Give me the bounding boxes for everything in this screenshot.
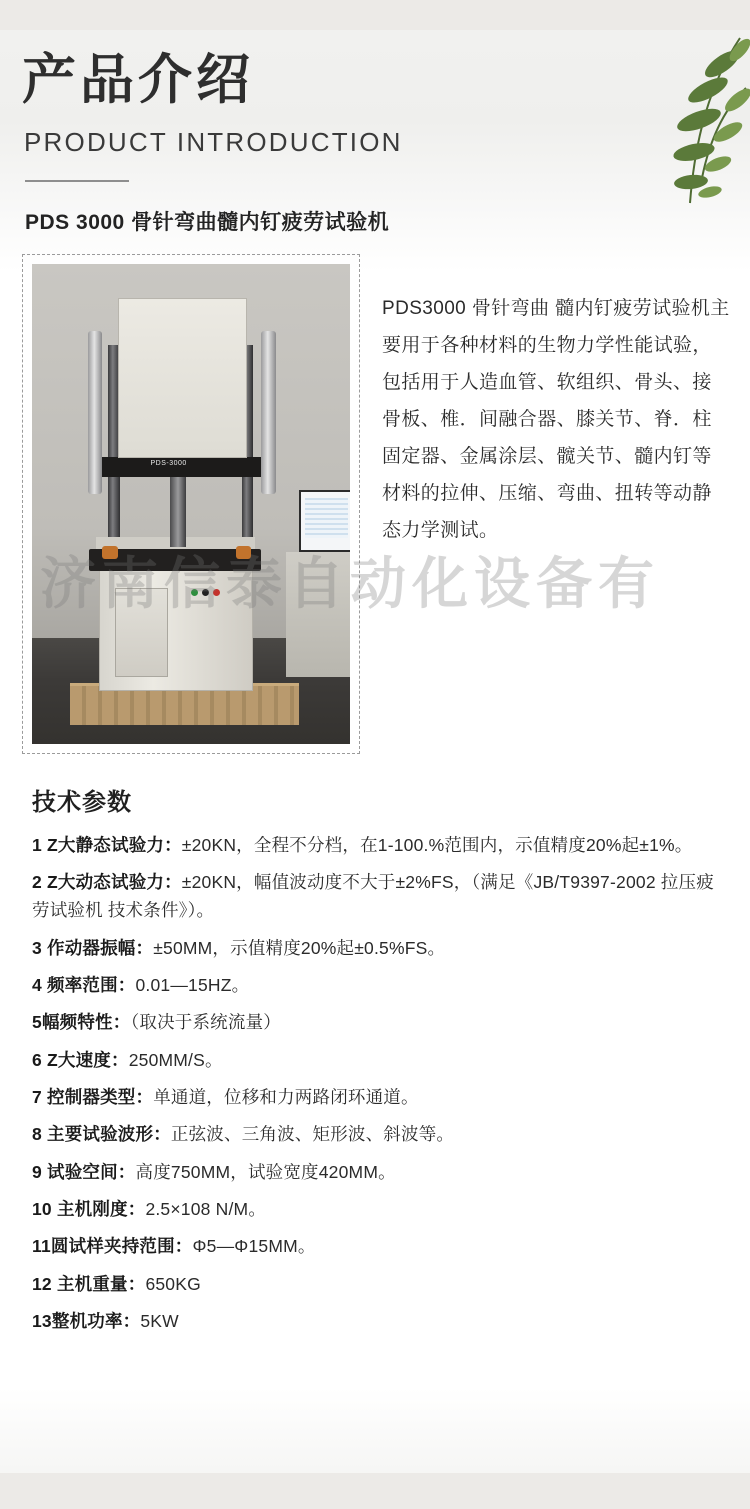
spec-item-label: 圆试样夹持范围： (50, 1236, 193, 1257)
spec-item (32, 1046, 724, 1074)
spec-item-number: 9 (32, 1161, 42, 1182)
intro-paragraph: PDS3000 骨针弯曲 髓内钉疲劳试验机主要用于各种材料的生物力学性能试验，包括用于人造血管、软组织、骨头、接骨板、椎．间融合器、膝关节、脊．柱固定器、金属涂层、髋关节、髓内钉等材料的拉伸、压缩、弯曲、扭转等动静态力学测试。 (382, 297, 730, 541)
spec-item (32, 831, 724, 859)
spec-item-label: Z大速度： (47, 1049, 129, 1070)
photo-side-desk (286, 552, 350, 677)
spec-item-number: 11 (32, 1236, 51, 1257)
spec-item-value: 单通道，位移和力两路闭环通道。 (153, 1087, 419, 1108)
specifications-section (0, 754, 750, 1336)
spec-item-number: 7 (32, 1087, 42, 1108)
spec-item-label: 试验空间： (47, 1161, 136, 1182)
photo-clamp-knob-right (236, 546, 252, 558)
product-photo-frame (22, 254, 360, 754)
spec-item-number: 5 (32, 1012, 42, 1033)
spec-item-value: 250MM/S。 (128, 1049, 223, 1070)
spec-item-value: 5KW (140, 1311, 179, 1332)
spec-item-number: 12 (32, 1273, 52, 1294)
spec-item (32, 934, 724, 962)
bottom-background-band (0, 1473, 750, 1509)
spec-item-value: （取决于系统流量） (130, 1012, 281, 1033)
spec-item-number: 8 (32, 1124, 42, 1145)
spec-item-number: 13 (32, 1311, 52, 1332)
spec-item (32, 1232, 724, 1260)
spec-item-number: 4 (32, 975, 42, 996)
spec-item (32, 1195, 724, 1223)
spec-item-label: Z大静态试验力： (47, 834, 182, 855)
photo-base-vent-panel (115, 588, 168, 676)
spec-item-label: 作动器振幅： (47, 937, 154, 958)
photo-specimen-grip (170, 475, 186, 547)
spec-item-label: 频率范围： (47, 975, 136, 996)
spec-item-number: 10 (32, 1199, 52, 1220)
spec-item-label: Z大动态试验力： (47, 872, 182, 893)
spec-item-label: 主机刚度： (56, 1199, 146, 1220)
product-photo (32, 264, 350, 744)
spec-item-value: 正弦波、三角波、矩形波、斜波等。 (170, 1124, 455, 1145)
spec-item-label: 幅频特性： (41, 1012, 131, 1033)
spec-item (32, 868, 724, 925)
photo-clamp-knob-left (102, 546, 118, 558)
photo-cylinder-left (88, 331, 103, 494)
spec-item (32, 1270, 724, 1298)
spec-item-label: 主要试验波形： (47, 1124, 171, 1145)
spec-item-value: 0.01—15HZ。 (135, 975, 250, 996)
spec-item-label: 整机功率： (51, 1311, 141, 1332)
photo-cylinder-right (261, 331, 276, 494)
spec-item-number: 3 (32, 937, 42, 958)
photo-control-buttons (191, 585, 242, 599)
photo-upper-panel (118, 298, 247, 458)
photo-machine-label: PDS-3000 (146, 459, 190, 468)
spec-item-value: 2.5×108 N/M。 (145, 1199, 267, 1220)
spec-item (32, 1008, 724, 1036)
photo-computer-monitor (299, 490, 350, 552)
spec-item-label: 控制器类型： (47, 1087, 154, 1108)
spec-item-number: 6 (32, 1049, 42, 1070)
spec-item-label: 主机重量： (56, 1273, 146, 1294)
spec-item (32, 1307, 724, 1335)
specifications-title: 技术参数 (32, 788, 132, 816)
spec-item (32, 1083, 724, 1111)
spec-item-value: ±50MM，示值精度20%起±0.5%FS。 (153, 937, 446, 958)
spec-item-value: Φ5—Φ15MM。 (192, 1236, 316, 1257)
spec-item-value: ±20KN，全程不分档，在1-100.%范围内，示值精度20%起±1%。 (181, 834, 693, 855)
spec-item-number: 2 (32, 872, 42, 893)
title-divider (25, 180, 129, 182)
spec-item-value: 650KG (145, 1273, 201, 1294)
spec-item-value: 高度750MM，试验宽度420MM。 (135, 1161, 396, 1182)
page-title: 产品介绍 (22, 48, 254, 111)
page-title-english: PRODUCT INTRODUCTION (24, 126, 403, 157)
spec-item-number: 1 (32, 834, 42, 855)
spec-item (32, 1158, 724, 1186)
page-header (0, 0, 750, 236)
watermark-text: 济南信泰自动化设备有 (40, 552, 660, 617)
intro-section (0, 254, 750, 754)
spec-item-value: ±20KN，幅值波动度不大于±2%FS，（满足《JB/T9397-2002 拉压疲劳试验机 技术条件》）。 (32, 872, 714, 921)
spec-item (32, 971, 724, 999)
spec-item (32, 1120, 724, 1148)
product-model-subtitle: PDS 3000 骨针弯曲髓内钉疲劳试验机 (25, 210, 390, 234)
